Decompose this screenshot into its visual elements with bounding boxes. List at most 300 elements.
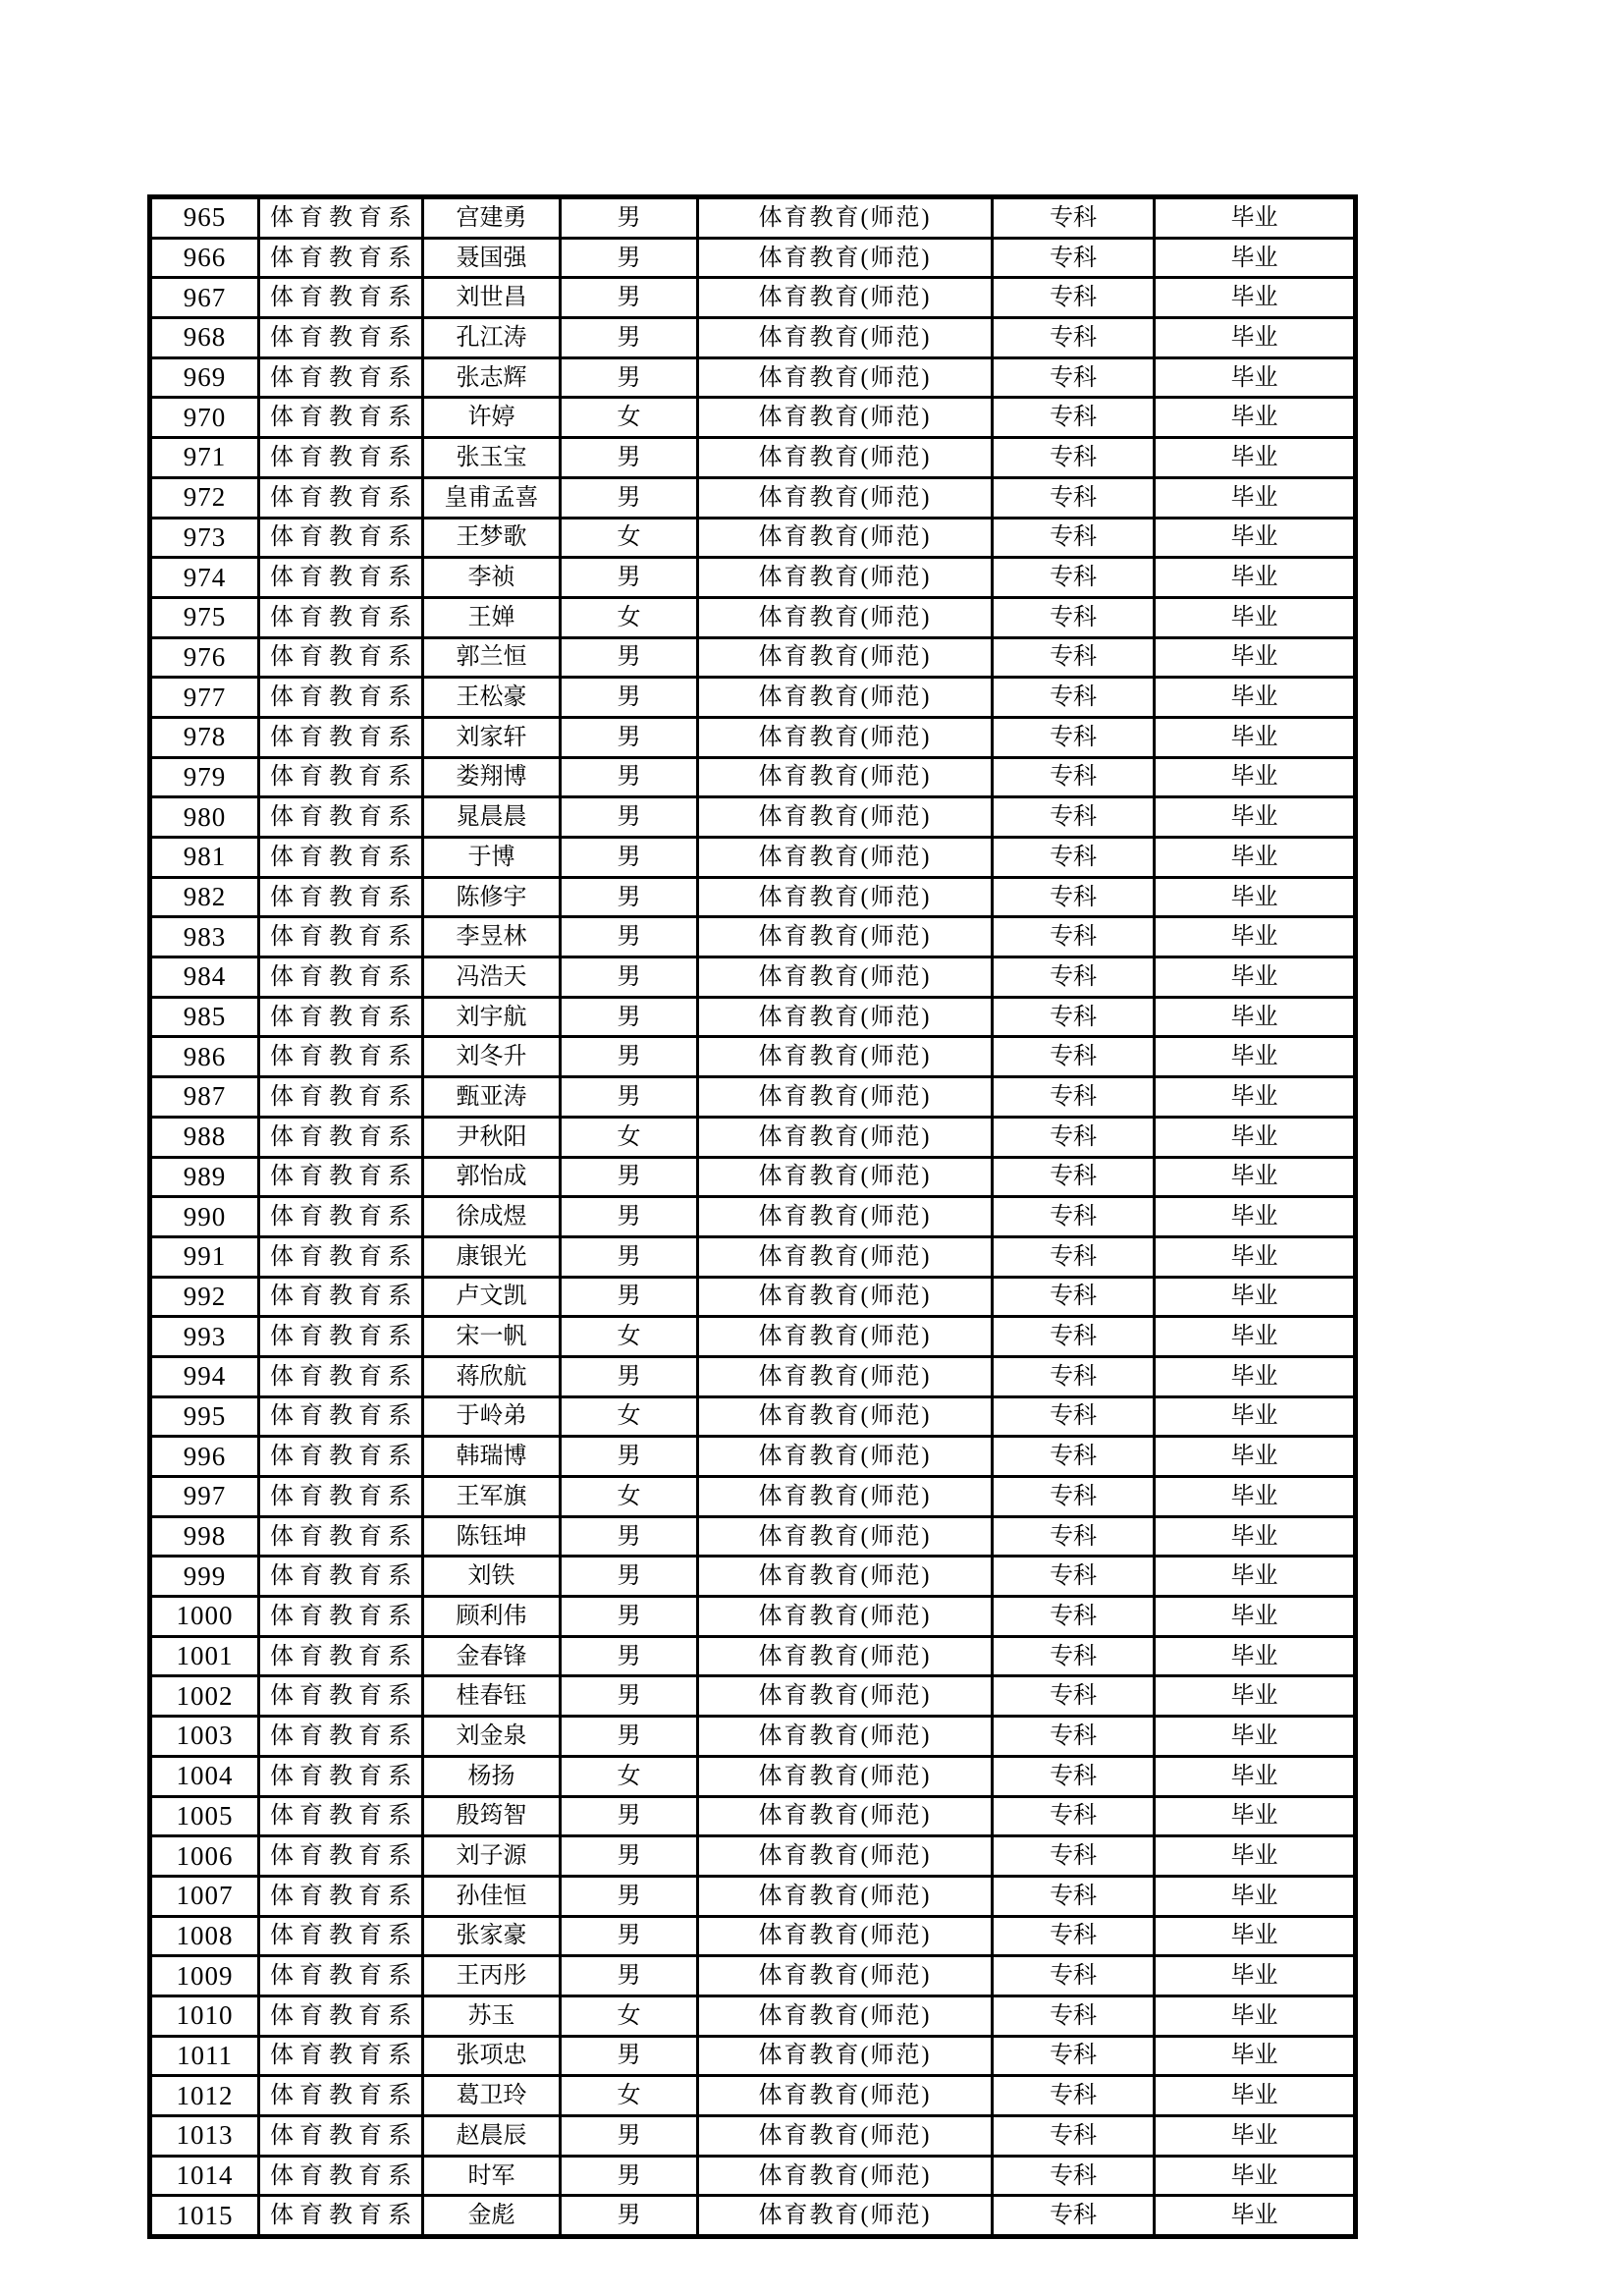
- cell-name: 殷筠智: [423, 1796, 561, 1836]
- cell-status: 毕业: [1155, 1157, 1356, 1197]
- graduates-table: [147, 194, 1358, 2239]
- cell-department: 体育教育系: [259, 1557, 423, 1597]
- cell-major: 体育教育(师范): [698, 477, 993, 518]
- cell-gender: 男: [561, 797, 698, 838]
- cell-name: 王丙彤: [423, 1956, 561, 1996]
- cell-serial: 985: [150, 997, 259, 1037]
- cell-status: 毕业: [1155, 1317, 1356, 1357]
- cell-gender: 男: [561, 678, 698, 718]
- cell-department: 体育教育系: [259, 1717, 423, 1757]
- cell-major: 体育教育(师范): [698, 637, 993, 678]
- cell-level: 专科: [993, 1916, 1155, 1956]
- cell-serial: 996: [150, 1437, 259, 1477]
- table-row: [150, 1796, 1356, 1836]
- cell-level: 专科: [993, 1477, 1155, 1517]
- cell-major: 体育教育(师范): [698, 1077, 993, 1118]
- cell-gender: 男: [561, 1717, 698, 1757]
- cell-department: 体育教育系: [259, 997, 423, 1037]
- cell-gender: 女: [561, 2076, 698, 2116]
- cell-serial: 970: [150, 398, 259, 438]
- cell-department: 体育教育系: [259, 1956, 423, 1996]
- cell-major: 体育教育(师范): [698, 197, 993, 239]
- cell-level: 专科: [993, 678, 1155, 718]
- cell-level: 专科: [993, 1077, 1155, 1118]
- cell-level: 专科: [993, 1197, 1155, 1237]
- table-row: [150, 637, 1356, 678]
- table-row: [150, 1676, 1356, 1717]
- cell-major: 体育教育(师范): [698, 1597, 993, 1637]
- cell-major: 体育教育(师范): [698, 1396, 993, 1437]
- cell-status: 毕业: [1155, 637, 1356, 678]
- cell-serial: 978: [150, 717, 259, 757]
- cell-serial: 1012: [150, 2076, 259, 2116]
- cell-name: 陈钰坤: [423, 1516, 561, 1557]
- table-row: [150, 678, 1356, 718]
- cell-gender: 女: [561, 1117, 698, 1157]
- cell-level: 专科: [993, 1876, 1155, 1916]
- cell-name: 杨扬: [423, 1756, 561, 1796]
- cell-gender: 男: [561, 1516, 698, 1557]
- cell-serial: 990: [150, 1197, 259, 1237]
- cell-level: 专科: [993, 238, 1155, 278]
- cell-gender: 男: [561, 2196, 698, 2237]
- cell-name: 金彪: [423, 2196, 561, 2237]
- cell-status: 毕业: [1155, 717, 1356, 757]
- table-row: [150, 2116, 1356, 2157]
- cell-status: 毕业: [1155, 438, 1356, 478]
- cell-department: 体育教育系: [259, 518, 423, 558]
- cell-major: 体育教育(师范): [698, 278, 993, 318]
- table-row: [150, 278, 1356, 318]
- cell-department: 体育教育系: [259, 1516, 423, 1557]
- cell-name: 李昱林: [423, 917, 561, 957]
- cell-major: 体育教育(师范): [698, 318, 993, 358]
- cell-serial: 999: [150, 1557, 259, 1597]
- cell-serial: 968: [150, 318, 259, 358]
- cell-level: 专科: [993, 2116, 1155, 2157]
- cell-name: 张志辉: [423, 357, 561, 398]
- cell-major: 体育教育(师范): [698, 757, 993, 797]
- cell-department: 体育教育系: [259, 1077, 423, 1118]
- cell-name: 卢文凯: [423, 1277, 561, 1317]
- cell-status: 毕业: [1155, 957, 1356, 998]
- cell-serial: 992: [150, 1277, 259, 1317]
- cell-gender: 男: [561, 917, 698, 957]
- cell-serial: 988: [150, 1117, 259, 1157]
- cell-name: 晁晨晨: [423, 797, 561, 838]
- cell-status: 毕业: [1155, 1676, 1356, 1717]
- cell-serial: 1000: [150, 1597, 259, 1637]
- table-row: [150, 2076, 1356, 2116]
- cell-department: 体育教育系: [259, 717, 423, 757]
- cell-status: 毕业: [1155, 917, 1356, 957]
- cell-status: 毕业: [1155, 1876, 1356, 1916]
- table-row: [150, 1236, 1356, 1277]
- cell-major: 体育教育(师范): [698, 357, 993, 398]
- cell-status: 毕业: [1155, 678, 1356, 718]
- cell-gender: 女: [561, 518, 698, 558]
- cell-department: 体育教育系: [259, 678, 423, 718]
- cell-gender: 男: [561, 1277, 698, 1317]
- cell-gender: 男: [561, 238, 698, 278]
- cell-name: 顾利伟: [423, 1597, 561, 1637]
- cell-name: 王松豪: [423, 678, 561, 718]
- cell-gender: 男: [561, 1796, 698, 1836]
- cell-department: 体育教育系: [259, 877, 423, 917]
- cell-major: 体育教育(师范): [698, 1995, 993, 2036]
- cell-status: 毕业: [1155, 278, 1356, 318]
- table-row: [150, 757, 1356, 797]
- cell-major: 体育教育(师范): [698, 877, 993, 917]
- cell-gender: 男: [561, 717, 698, 757]
- cell-department: 体育教育系: [259, 957, 423, 998]
- cell-level: 专科: [993, 917, 1155, 957]
- cell-major: 体育教育(师范): [698, 917, 993, 957]
- cell-status: 毕业: [1155, 757, 1356, 797]
- cell-status: 毕业: [1155, 1236, 1356, 1277]
- table-row: [150, 1317, 1356, 1357]
- table-row: [150, 1037, 1356, 1077]
- cell-department: 体育教育系: [259, 1876, 423, 1916]
- cell-serial: 977: [150, 678, 259, 718]
- cell-status: 毕业: [1155, 1197, 1356, 1237]
- cell-status: 毕业: [1155, 1277, 1356, 1317]
- table-row: [150, 1876, 1356, 1916]
- cell-status: 毕业: [1155, 1117, 1356, 1157]
- table-row: [150, 518, 1356, 558]
- cell-serial: 1008: [150, 1916, 259, 1956]
- cell-serial: 1006: [150, 1836, 259, 1877]
- cell-gender: 男: [561, 1956, 698, 1996]
- cell-name: 桂春钰: [423, 1676, 561, 1717]
- cell-status: 毕业: [1155, 1396, 1356, 1437]
- cell-status: 毕业: [1155, 1636, 1356, 1676]
- cell-status: 毕业: [1155, 398, 1356, 438]
- cell-gender: 男: [561, 357, 698, 398]
- table-row: [150, 717, 1356, 757]
- cell-level: 专科: [993, 757, 1155, 797]
- table-row: [150, 597, 1356, 637]
- cell-level: 专科: [993, 1636, 1155, 1676]
- cell-status: 毕业: [1155, 357, 1356, 398]
- cell-status: 毕业: [1155, 1037, 1356, 1077]
- cell-name: 聂国强: [423, 238, 561, 278]
- cell-department: 体育教育系: [259, 278, 423, 318]
- cell-level: 专科: [993, 357, 1155, 398]
- cell-name: 刘家轩: [423, 717, 561, 757]
- cell-gender: 男: [561, 1077, 698, 1118]
- table-row: [150, 917, 1356, 957]
- cell-department: 体育教育系: [259, 238, 423, 278]
- cell-name: 张玉宝: [423, 438, 561, 478]
- cell-level: 专科: [993, 1796, 1155, 1836]
- cell-name: 陈修宇: [423, 877, 561, 917]
- cell-major: 体育教育(师范): [698, 1356, 993, 1396]
- cell-name: 刘铁: [423, 1557, 561, 1597]
- cell-gender: 男: [561, 558, 698, 598]
- cell-major: 体育教育(师范): [698, 2076, 993, 2116]
- cell-gender: 女: [561, 398, 698, 438]
- cell-major: 体育教育(师范): [698, 1636, 993, 1676]
- table-row: [150, 1956, 1356, 1996]
- cell-department: 体育教育系: [259, 398, 423, 438]
- cell-status: 毕业: [1155, 2156, 1356, 2196]
- table-row: [150, 558, 1356, 598]
- cell-name: 于博: [423, 838, 561, 878]
- cell-status: 毕业: [1155, 1995, 1356, 2036]
- cell-serial: 1005: [150, 1796, 259, 1836]
- cell-serial: 995: [150, 1396, 259, 1437]
- cell-level: 专科: [993, 1236, 1155, 1277]
- cell-level: 专科: [993, 1277, 1155, 1317]
- cell-department: 体育教育系: [259, 2036, 423, 2076]
- cell-status: 毕业: [1155, 1836, 1356, 1877]
- cell-serial: 1015: [150, 2196, 259, 2237]
- cell-gender: 男: [561, 1437, 698, 1477]
- cell-status: 毕业: [1155, 1717, 1356, 1757]
- cell-level: 专科: [993, 1557, 1155, 1597]
- cell-name: 王梦歌: [423, 518, 561, 558]
- cell-department: 体育教育系: [259, 1477, 423, 1517]
- cell-major: 体育教育(师范): [698, 438, 993, 478]
- cell-level: 专科: [993, 957, 1155, 998]
- cell-name: 孔江涛: [423, 318, 561, 358]
- cell-level: 专科: [993, 1836, 1155, 1877]
- cell-level: 专科: [993, 1396, 1155, 1437]
- cell-level: 专科: [993, 1317, 1155, 1357]
- cell-name: 甄亚涛: [423, 1077, 561, 1118]
- cell-level: 专科: [993, 518, 1155, 558]
- cell-major: 体育教育(师范): [698, 1796, 993, 1836]
- cell-level: 专科: [993, 1956, 1155, 1996]
- cell-status: 毕业: [1155, 1356, 1356, 1396]
- cell-serial: 1014: [150, 2156, 259, 2196]
- cell-department: 体育教育系: [259, 1236, 423, 1277]
- cell-serial: 1002: [150, 1676, 259, 1717]
- cell-department: 体育教育系: [259, 1037, 423, 1077]
- cell-status: 毕业: [1155, 797, 1356, 838]
- cell-major: 体育教育(师范): [698, 678, 993, 718]
- cell-gender: 男: [561, 1157, 698, 1197]
- cell-gender: 男: [561, 438, 698, 478]
- cell-serial: 983: [150, 917, 259, 957]
- cell-major: 体育教育(师范): [698, 717, 993, 757]
- cell-status: 毕业: [1155, 1516, 1356, 1557]
- cell-level: 专科: [993, 1356, 1155, 1396]
- cell-gender: 男: [561, 1356, 698, 1396]
- cell-serial: 998: [150, 1516, 259, 1557]
- cell-major: 体育教育(师范): [698, 797, 993, 838]
- cell-department: 体育教育系: [259, 318, 423, 358]
- cell-gender: 男: [561, 318, 698, 358]
- cell-gender: 男: [561, 1236, 698, 1277]
- cell-gender: 女: [561, 1477, 698, 1517]
- cell-gender: 男: [561, 2036, 698, 2076]
- cell-status: 毕业: [1155, 2116, 1356, 2157]
- cell-major: 体育教育(师范): [698, 1836, 993, 1877]
- cell-major: 体育教育(师范): [698, 1037, 993, 1077]
- cell-major: 体育教育(师范): [698, 1876, 993, 1916]
- cell-gender: 女: [561, 1995, 698, 2036]
- cell-status: 毕业: [1155, 197, 1356, 239]
- cell-gender: 男: [561, 1836, 698, 1877]
- cell-serial: 989: [150, 1157, 259, 1197]
- cell-name: 王婵: [423, 597, 561, 637]
- table-row: [150, 1916, 1356, 1956]
- cell-serial: 1013: [150, 2116, 259, 2157]
- cell-department: 体育教育系: [259, 1597, 423, 1637]
- table-row: [150, 997, 1356, 1037]
- cell-status: 毕业: [1155, 1756, 1356, 1796]
- cell-major: 体育教育(师范): [698, 518, 993, 558]
- cell-name: 刘子源: [423, 1836, 561, 1877]
- cell-level: 专科: [993, 1995, 1155, 2036]
- cell-name: 赵晨辰: [423, 2116, 561, 2157]
- table-row: [150, 477, 1356, 518]
- cell-serial: 1010: [150, 1995, 259, 2036]
- cell-gender: 男: [561, 957, 698, 998]
- cell-department: 体育教育系: [259, 797, 423, 838]
- cell-level: 专科: [993, 1157, 1155, 1197]
- cell-serial: 1003: [150, 1717, 259, 1757]
- cell-status: 毕业: [1155, 1916, 1356, 1956]
- cell-level: 专科: [993, 838, 1155, 878]
- table-row: [150, 1516, 1356, 1557]
- cell-level: 专科: [993, 997, 1155, 1037]
- cell-name: 宋一帆: [423, 1317, 561, 1357]
- cell-level: 专科: [993, 398, 1155, 438]
- cell-status: 毕业: [1155, 1477, 1356, 1517]
- cell-major: 体育教育(师范): [698, 1516, 993, 1557]
- cell-gender: 男: [561, 637, 698, 678]
- cell-major: 体育教育(师范): [698, 2156, 993, 2196]
- table-row: [150, 1157, 1356, 1197]
- cell-department: 体育教育系: [259, 1277, 423, 1317]
- cell-level: 专科: [993, 1676, 1155, 1717]
- cell-name: 张家豪: [423, 1916, 561, 1956]
- cell-status: 毕业: [1155, 2196, 1356, 2237]
- cell-department: 体育教育系: [259, 1636, 423, 1676]
- cell-department: 体育教育系: [259, 2196, 423, 2237]
- cell-department: 体育教育系: [259, 1396, 423, 1437]
- cell-major: 体育教育(师范): [698, 1157, 993, 1197]
- cell-serial: 1004: [150, 1756, 259, 1796]
- cell-serial: 1001: [150, 1636, 259, 1676]
- cell-level: 专科: [993, 877, 1155, 917]
- cell-name: 宫建勇: [423, 197, 561, 239]
- cell-level: 专科: [993, 2196, 1155, 2237]
- cell-name: 刘金泉: [423, 1717, 561, 1757]
- table-row: [150, 318, 1356, 358]
- cell-level: 专科: [993, 477, 1155, 518]
- cell-major: 体育教育(师范): [698, 597, 993, 637]
- cell-name: 孙佳恒: [423, 1876, 561, 1916]
- cell-level: 专科: [993, 1756, 1155, 1796]
- cell-department: 体育教育系: [259, 1356, 423, 1396]
- table-row: [150, 1477, 1356, 1517]
- cell-major: 体育教育(师范): [698, 1477, 993, 1517]
- cell-department: 体育教育系: [259, 558, 423, 598]
- cell-major: 体育教育(师范): [698, 957, 993, 998]
- table-row: [150, 1557, 1356, 1597]
- table-row: [150, 1277, 1356, 1317]
- cell-name: 王军旗: [423, 1477, 561, 1517]
- cell-name: 金春锋: [423, 1636, 561, 1676]
- cell-major: 体育教育(师范): [698, 1197, 993, 1237]
- cell-major: 体育教育(师范): [698, 1756, 993, 1796]
- cell-major: 体育教育(师范): [698, 1117, 993, 1157]
- cell-status: 毕业: [1155, 1557, 1356, 1597]
- cell-department: 体育教育系: [259, 1676, 423, 1717]
- cell-serial: 972: [150, 477, 259, 518]
- cell-status: 毕业: [1155, 838, 1356, 878]
- cell-status: 毕业: [1155, 877, 1356, 917]
- cell-department: 体育教育系: [259, 438, 423, 478]
- cell-name: 许婷: [423, 398, 561, 438]
- cell-name: 刘宇航: [423, 997, 561, 1037]
- cell-serial: 1009: [150, 1956, 259, 1996]
- cell-serial: 1007: [150, 1876, 259, 1916]
- cell-status: 毕业: [1155, 2036, 1356, 2076]
- table-row: [150, 197, 1356, 239]
- cell-department: 体育教育系: [259, 2156, 423, 2196]
- cell-gender: 男: [561, 1557, 698, 1597]
- cell-gender: 男: [561, 197, 698, 239]
- table-row: [150, 438, 1356, 478]
- cell-serial: 980: [150, 797, 259, 838]
- cell-level: 专科: [993, 318, 1155, 358]
- cell-serial: 982: [150, 877, 259, 917]
- cell-gender: 男: [561, 1597, 698, 1637]
- cell-serial: 969: [150, 357, 259, 398]
- cell-status: 毕业: [1155, 1077, 1356, 1118]
- cell-serial: 975: [150, 597, 259, 637]
- cell-major: 体育教育(师范): [698, 1676, 993, 1717]
- cell-name: 娄翔博: [423, 757, 561, 797]
- cell-name: 刘世昌: [423, 278, 561, 318]
- cell-level: 专科: [993, 197, 1155, 239]
- cell-department: 体育教育系: [259, 2076, 423, 2116]
- cell-serial: 971: [150, 438, 259, 478]
- cell-serial: 973: [150, 518, 259, 558]
- cell-name: 苏玉: [423, 1995, 561, 2036]
- cell-major: 体育教育(师范): [698, 558, 993, 598]
- cell-department: 体育教育系: [259, 1916, 423, 1956]
- cell-gender: 女: [561, 1396, 698, 1437]
- table-body: [150, 197, 1356, 2237]
- cell-serial: 967: [150, 278, 259, 318]
- cell-department: 体育教育系: [259, 1117, 423, 1157]
- cell-name: 葛卫玲: [423, 2076, 561, 2116]
- cell-level: 专科: [993, 2036, 1155, 2076]
- cell-status: 毕业: [1155, 1437, 1356, 1477]
- cell-major: 体育教育(师范): [698, 838, 993, 878]
- cell-name: 韩瑞博: [423, 1437, 561, 1477]
- cell-gender: 男: [561, 877, 698, 917]
- cell-status: 毕业: [1155, 318, 1356, 358]
- table-row: [150, 797, 1356, 838]
- cell-serial: 986: [150, 1037, 259, 1077]
- cell-level: 专科: [993, 1037, 1155, 1077]
- cell-status: 毕业: [1155, 1956, 1356, 1996]
- cell-gender: 男: [561, 1676, 698, 1717]
- cell-name: 李祯: [423, 558, 561, 598]
- table-row: [150, 957, 1356, 998]
- cell-department: 体育教育系: [259, 357, 423, 398]
- table-row: [150, 838, 1356, 878]
- cell-serial: 979: [150, 757, 259, 797]
- table-row: [150, 1437, 1356, 1477]
